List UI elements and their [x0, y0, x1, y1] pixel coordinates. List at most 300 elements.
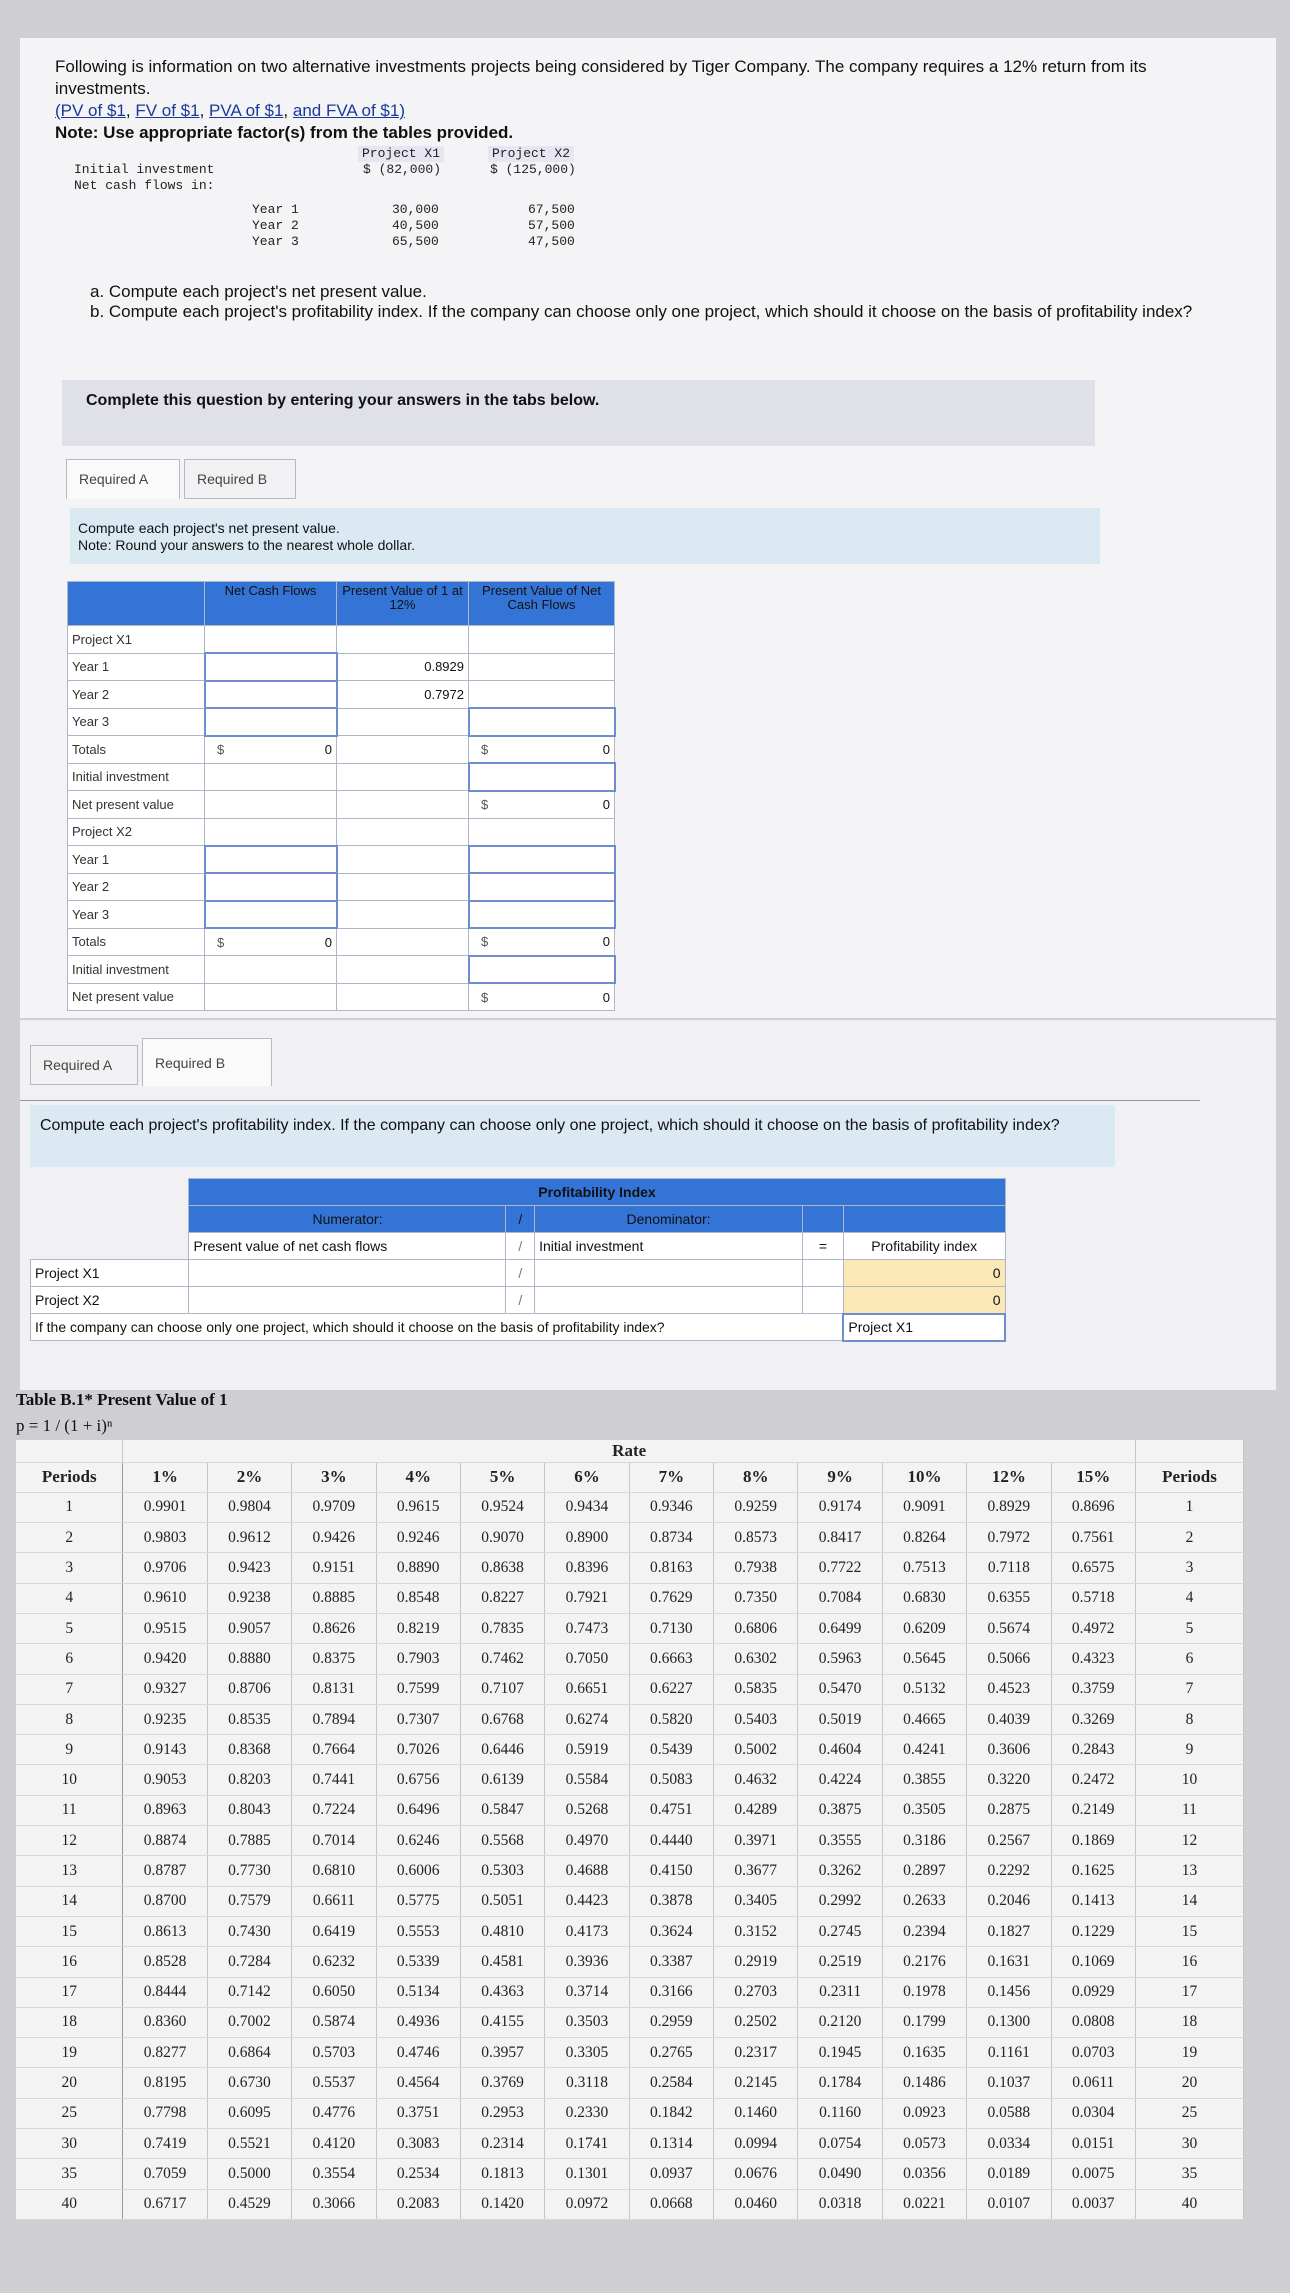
x1-year3-cash-input[interactable]	[205, 708, 337, 736]
profitability-table	[30, 1178, 1006, 1342]
factor-cell: 0.9070	[460, 1523, 544, 1553]
x1-year1-cash-input[interactable]	[205, 653, 337, 681]
table-row	[16, 1826, 1244, 1856]
factor-cell: 0.2519	[798, 1947, 882, 1977]
factor-cell: 0.5268	[545, 1795, 629, 1825]
factor-cell: 0.5051	[460, 1886, 544, 1916]
x2-year2-pvcf-input[interactable]	[469, 873, 615, 901]
factor-cell: 0.7050	[545, 1644, 629, 1674]
year1-label: Year 1	[252, 202, 299, 217]
factor-cell: 0.7284	[207, 1947, 291, 1977]
factor-cell: 0.0075	[1051, 2159, 1135, 2189]
factor-cell: 0.3305	[545, 2038, 629, 2068]
table-row	[68, 928, 615, 956]
denominator-header: Denominator:	[535, 1206, 803, 1233]
dollar-sign: $	[481, 934, 489, 950]
period-cell: 20	[16, 2068, 123, 2098]
factor-cell: 0.6139	[460, 1765, 544, 1795]
factor-cell: 0.4173	[545, 1916, 629, 1946]
factor-cell: 0.5674	[967, 1613, 1051, 1643]
factor-cell: 0.9235	[123, 1704, 207, 1734]
period-cell: 7	[16, 1674, 123, 1704]
factor-cell: 0.3878	[629, 1886, 713, 1916]
factor-cell: 0.7224	[292, 1795, 376, 1825]
factor-cell: 0.6419	[292, 1916, 376, 1946]
period-cell: 13	[16, 1856, 123, 1886]
factor-cell: 0.8417	[798, 1523, 882, 1553]
rate-header: 9%	[798, 1462, 882, 1492]
factor-cell: 0.7921	[545, 1583, 629, 1613]
factor-cell: 0.3751	[376, 2098, 460, 2128]
factor-cell: 0.6611	[292, 1886, 376, 1916]
period-cell: 15	[1135, 1916, 1243, 1946]
factor-cell: 0.9174	[798, 1492, 882, 1522]
factor-cell: 0.9901	[123, 1492, 207, 1522]
table-row	[68, 736, 615, 764]
factor-links: (PV of $1, FV of $1, PVA of $1, and FVA of $1)	[55, 101, 406, 120]
factor-cell: 0.7118	[967, 1553, 1051, 1583]
factor-cell: 0.0356	[882, 2159, 966, 2189]
period-cell: 5	[16, 1613, 123, 1643]
factor-cell: 0.8787	[123, 1856, 207, 1886]
factor-cell: 0.5439	[629, 1735, 713, 1765]
table-row	[16, 2098, 1244, 2128]
factor-cell: 0.1631	[967, 1947, 1051, 1977]
factor-cell: 0.9053	[123, 1765, 207, 1795]
total-value: 0	[324, 742, 332, 757]
table-row	[16, 1492, 1244, 1522]
period-cell: 6	[16, 1644, 123, 1674]
table-row	[16, 1916, 1244, 1946]
factor-cell: 0.2703	[714, 1977, 798, 2007]
factor-cell: 0.3083	[376, 2129, 460, 2159]
req-a-instructions	[70, 508, 1100, 564]
factor-cell: 0.9709	[292, 1492, 376, 1522]
period-cell: 10	[1135, 1765, 1243, 1795]
row-label: Net present value	[68, 791, 205, 819]
factor-cell: 0.8163	[629, 1553, 713, 1583]
x2-investment-input[interactable]	[469, 956, 615, 984]
period-cell: 12	[1135, 1826, 1243, 1856]
factor-cell: 0.7579	[207, 1886, 291, 1916]
factor-cell: 0.0972	[545, 2189, 629, 2219]
factor-cell: 0.7002	[207, 2007, 291, 2037]
period-cell: 4	[16, 1583, 123, 1613]
factor-cell: 0.1827	[967, 1916, 1051, 1946]
factor-cell: 0.5339	[376, 1947, 460, 1977]
factor-cell: 0.7059	[123, 2159, 207, 2189]
req-a-note: Note: Round your answers to the nearest whole dollar.	[78, 537, 415, 553]
factor-cell: 0.4423	[545, 1886, 629, 1916]
period-cell: 17	[1135, 1977, 1243, 2007]
x2-year2-pv-input[interactable]	[337, 873, 469, 901]
rate-header: 15%	[1051, 1462, 1135, 1492]
slash: /	[506, 1260, 535, 1287]
table-row	[68, 901, 615, 929]
factor-cell: 0.8535	[207, 1704, 291, 1734]
x2-year2: 57,500	[528, 218, 575, 233]
factor-cell: 0.6806	[714, 1613, 798, 1643]
factor-cell: 0.2311	[798, 1977, 882, 2007]
factor-cell: 0.3166	[629, 1977, 713, 2007]
factor-cell: 0.0611	[1051, 2068, 1135, 2098]
factor-cell: 0.1978	[882, 1977, 966, 2007]
factor-cell: 0.9804	[207, 1492, 291, 1522]
factor-cell: 0.8929	[967, 1492, 1051, 1522]
denominator-label: Initial investment	[535, 1233, 803, 1260]
factor-cell: 0.1625	[1051, 1856, 1135, 1886]
factor-cell: 0.8264	[882, 1523, 966, 1553]
row-label: Initial investment	[68, 956, 205, 984]
factor-cell: 0.2992	[798, 1886, 882, 1916]
pv-table-title: Table B.1* Present Value of 1	[16, 1390, 228, 1409]
table-row	[68, 873, 615, 901]
factor-cell: 0.7798	[123, 2098, 207, 2128]
factor-cell: 0.8573	[714, 1523, 798, 1553]
factor-cell: 0.4529	[207, 2189, 291, 2219]
dollar-sign: $	[217, 934, 225, 950]
table-row	[68, 653, 615, 681]
factor-cell: 0.2502	[714, 2007, 798, 2037]
periods-header: Periods	[1135, 1462, 1243, 1492]
factor-cell: 0.4363	[460, 1977, 544, 2007]
factor-cell: 0.8706	[207, 1674, 291, 1704]
factor-cell: 0.5835	[714, 1674, 798, 1704]
period-cell: 9	[16, 1735, 123, 1765]
factor-cell: 0.3606	[967, 1735, 1051, 1765]
period-cell: 2	[16, 1523, 123, 1553]
factor-cell: 0.3269	[1051, 1704, 1135, 1734]
factor-cell: 0.2959	[629, 2007, 713, 2037]
factor-cell: 0.3769	[460, 2068, 544, 2098]
factor-cell: 0.0037	[1051, 2189, 1135, 2219]
factor-cell: 0.3066	[292, 2189, 376, 2219]
factor-cell: 0.5537	[292, 2068, 376, 2098]
factor-cell: 0.9423	[207, 1553, 291, 1583]
numerator-header: Numerator:	[189, 1206, 506, 1233]
factor-cell: 0.5847	[460, 1795, 544, 1825]
project-select[interactable]: Project X1	[843, 1314, 1005, 1341]
factor-cell: 0.7107	[460, 1674, 544, 1704]
factor-cell: 0.9434	[545, 1492, 629, 1522]
slash: /	[506, 1233, 535, 1260]
x2-npv	[469, 983, 615, 1011]
factor-cell: 0.3971	[714, 1826, 798, 1856]
factor-cell: 0.7419	[123, 2129, 207, 2159]
factor-cell: 0.0460	[714, 2189, 798, 2219]
period-cell: 10	[16, 1765, 123, 1795]
factor-cell: 0.8277	[123, 2038, 207, 2068]
pi-label: Profitability index	[843, 1233, 1005, 1260]
period-cell: 15	[16, 1916, 123, 1946]
factor-cell: 0.7462	[460, 1644, 544, 1674]
rate-header: 7%	[629, 1462, 713, 1492]
factor-cell: 0.9615	[376, 1492, 460, 1522]
divider	[20, 1100, 1200, 1101]
x1-numerator-input[interactable]	[189, 1260, 506, 1287]
investment-x2: $ (125,000)	[490, 162, 576, 177]
x2-pi-value: 0	[843, 1287, 1005, 1314]
x2-year3-pvcf-input[interactable]	[469, 901, 615, 929]
factor-cell: 0.7903	[376, 1644, 460, 1674]
factor-cell: 0.3855	[882, 1765, 966, 1795]
factor-cell: 0.9706	[123, 1553, 207, 1583]
row-label: Totals	[68, 928, 205, 956]
factor-cell: 0.2765	[629, 2038, 713, 2068]
factor-cell: 0.3714	[545, 1977, 629, 2007]
factor-cell: 0.5403	[714, 1704, 798, 1734]
factor-cell: 0.1037	[967, 2068, 1051, 2098]
pva-link[interactable]: PVA of $1	[209, 101, 284, 120]
x2-year3-pv-input[interactable]	[337, 901, 469, 929]
x1-investment-input[interactable]	[469, 763, 615, 791]
table-row	[16, 2129, 1244, 2159]
factor-cell: 0.2145	[714, 2068, 798, 2098]
choice-question: If the company can choose only one project, which should it choose on the basis of profitability index?	[31, 1314, 844, 1341]
x1-denominator-input[interactable]	[535, 1260, 803, 1287]
factor-cell: 0.4150	[629, 1856, 713, 1886]
x2-year2-cash-input[interactable]	[205, 873, 337, 901]
x1-year1: 30,000	[392, 202, 439, 217]
factor-cell: 0.6496	[376, 1795, 460, 1825]
col-pv-cash-flows: Present Value of Net Cash Flows	[469, 582, 615, 626]
factor-cell: 0.3505	[882, 1795, 966, 1825]
investment-x1: $ (82,000)	[363, 162, 442, 177]
factor-cell: 0.4323	[1051, 1644, 1135, 1674]
factor-cell: 0.3118	[545, 2068, 629, 2098]
rate-header: 6%	[545, 1462, 629, 1492]
x1-year3-pvcf-input[interactable]	[469, 708, 615, 736]
factor-cell: 0.8890	[376, 1553, 460, 1583]
x1-year3-pv-input[interactable]	[337, 708, 469, 736]
table-row	[16, 1765, 1244, 1795]
factor-cell: 0.4776	[292, 2098, 376, 2128]
x1-npv	[469, 791, 615, 819]
x2-year1-cash-input[interactable]	[205, 846, 337, 874]
period-cell: 18	[1135, 2007, 1243, 2037]
row-label: Year 2	[68, 681, 205, 709]
factor-cell: 0.7722	[798, 1553, 882, 1583]
x2-denominator-input[interactable]	[535, 1287, 803, 1314]
factor-cell: 0.6095	[207, 2098, 291, 2128]
factor-cell: 0.9426	[292, 1523, 376, 1553]
pv-factor-year1: 0.8929	[337, 653, 469, 681]
factor-cell: 0.4665	[882, 1704, 966, 1734]
factor-cell: 0.1300	[967, 2007, 1051, 2037]
factor-cell: 0.1813	[460, 2159, 544, 2189]
x2-year1-pvcf-input[interactable]	[469, 846, 615, 874]
table-row	[16, 1795, 1244, 1825]
factor-cell: 0.8626	[292, 1613, 376, 1643]
period-cell: 2	[1135, 1523, 1243, 1553]
factor-cell: 0.4440	[629, 1826, 713, 1856]
factor-cell: 0.0588	[967, 2098, 1051, 2128]
fva-link[interactable]: and FVA of $1)	[292, 101, 406, 120]
factor-cell: 0.8900	[545, 1523, 629, 1553]
factor-cell: 0.5703	[292, 2038, 376, 2068]
factor-cell: 0.1420	[460, 2189, 544, 2219]
row-label: Year 1	[68, 653, 205, 681]
factor-cell: 0.1869	[1051, 1826, 1135, 1856]
period-cell: 3	[16, 1553, 123, 1583]
factor-cell: 0.8734	[629, 1523, 713, 1553]
fv-link[interactable]: FV of $1	[135, 101, 200, 120]
factor-cell: 0.6246	[376, 1826, 460, 1856]
factor-cell: 0.0189	[967, 2159, 1051, 2189]
factor-cell: 0.7014	[292, 1826, 376, 1856]
period-cell: 20	[1135, 2068, 1243, 2098]
factor-cell: 0.5553	[376, 1916, 460, 1946]
factor-cell: 0.7972	[967, 1523, 1051, 1553]
factor-cell: 0.1460	[714, 2098, 798, 2128]
factor-cell: 0.1456	[967, 1977, 1051, 2007]
x2-year3-cash-input[interactable]	[205, 901, 337, 929]
tab-required-b-2[interactable]: Required B	[142, 1038, 272, 1086]
factor-cell: 0.7885	[207, 1826, 291, 1856]
factor-cell: 0.8203	[207, 1765, 291, 1795]
intro-text	[55, 56, 1215, 144]
period-cell: 13	[1135, 1856, 1243, 1886]
rate-header: 12%	[967, 1462, 1051, 1492]
factor-cell: 0.5019	[798, 1704, 882, 1734]
factor-cell: 0.2317	[714, 2038, 798, 2068]
factor-cell: 0.0318	[798, 2189, 882, 2219]
pi-header	[843, 1206, 1005, 1233]
factor-cell: 0.2953	[460, 2098, 544, 2128]
factor-cell: 0.3759	[1051, 1674, 1135, 1704]
factor-cell: 0.0994	[714, 2129, 798, 2159]
pv-link[interactable]: (PV of $1	[55, 101, 126, 120]
table-row	[68, 818, 615, 846]
period-cell: 5	[1135, 1613, 1243, 1643]
factor-cell: 0.8227	[460, 1583, 544, 1613]
question-a: a. Compute each project's net present value.	[90, 282, 427, 301]
factor-cell: 0.5134	[376, 1977, 460, 2007]
x2-total-pv	[469, 928, 615, 956]
factor-cell: 0.1741	[545, 2129, 629, 2159]
factor-cell: 0.0107	[967, 2189, 1051, 2219]
factor-cell: 0.7664	[292, 1735, 376, 1765]
factor-cell: 0.0573	[882, 2129, 966, 2159]
x2-total-cash	[205, 928, 337, 956]
factor-cell: 0.1784	[798, 2068, 882, 2098]
factor-cell: 0.2046	[967, 1886, 1051, 1916]
factor-cell: 0.2176	[882, 1947, 966, 1977]
year2-label: Year 2	[252, 218, 299, 233]
factor-cell: 0.8638	[460, 1553, 544, 1583]
tab-required-a[interactable]: Required A	[66, 459, 180, 499]
factor-cell: 0.2292	[967, 1856, 1051, 1886]
x2-numerator-input[interactable]	[189, 1287, 506, 1314]
factor-cell: 0.2897	[882, 1856, 966, 1886]
row-label: Project X2	[68, 818, 205, 846]
factor-cell: 0.5521	[207, 2129, 291, 2159]
table-row	[68, 983, 615, 1011]
x2-year1-pv-input[interactable]	[337, 846, 469, 874]
period-cell: 35	[1135, 2159, 1243, 2189]
factor-cell: 0.8885	[292, 1583, 376, 1613]
factor-cell: 0.0703	[1051, 2038, 1135, 2068]
factor-cell: 0.4810	[460, 1916, 544, 1946]
period-cell: 11	[1135, 1795, 1243, 1825]
period-cell: 16	[16, 1947, 123, 1977]
factor-cell: 0.5066	[967, 1644, 1051, 1674]
factor-cell: 0.9524	[460, 1492, 544, 1522]
year3-label: Year 3	[252, 234, 299, 249]
factor-cell: 0.5132	[882, 1674, 966, 1704]
tab-required-a-2[interactable]: Required A	[30, 1045, 138, 1085]
factor-cell: 0.1413	[1051, 1886, 1135, 1916]
period-cell: 1	[16, 1492, 123, 1522]
factor-cell: 0.6006	[376, 1856, 460, 1886]
period-cell: 25	[16, 2098, 123, 2128]
period-cell: 14	[1135, 1886, 1243, 1916]
pi-title: Profitability Index	[189, 1179, 1005, 1206]
factor-cell: 0.2330	[545, 2098, 629, 2128]
dollar-sign: $	[481, 797, 489, 812]
period-cell: 4	[1135, 1583, 1243, 1613]
investment-label: Initial investment	[74, 162, 215, 177]
factor-cell: 0.7473	[545, 1613, 629, 1643]
table-row	[68, 846, 615, 874]
factor-cell: 0.4604	[798, 1735, 882, 1765]
question-b: b. Compute each project's profitability index. If the company can choose only one project, which should it choose on the basis of profitability index?	[90, 302, 1193, 321]
factor-cell: 0.4155	[460, 2007, 544, 2037]
factor-cell: 0.2083	[376, 2189, 460, 2219]
factor-cell: 0.7430	[207, 1916, 291, 1946]
col-net-cash-flows: Net Cash Flows	[205, 582, 337, 626]
table-row	[16, 1704, 1244, 1734]
x2-year1: 67,500	[528, 202, 575, 217]
factor-cell: 0.0923	[882, 2098, 966, 2128]
factor-cell: 0.4632	[714, 1765, 798, 1795]
tab-required-b[interactable]: Required B	[184, 459, 296, 499]
x1-year2-cash-input[interactable]	[205, 681, 337, 709]
row-label: Year 1	[68, 846, 205, 874]
rate-header: 10%	[882, 1462, 966, 1492]
table-row	[16, 1553, 1244, 1583]
table-row	[16, 2038, 1244, 2068]
factor-cell: 0.3152	[714, 1916, 798, 1946]
period-cell: 30	[1135, 2129, 1243, 2159]
factor-cell: 0.8548	[376, 1583, 460, 1613]
factor-cell: 0.9246	[376, 1523, 460, 1553]
table-row	[16, 1856, 1244, 1886]
table-row	[68, 626, 615, 654]
table-row	[16, 1583, 1244, 1613]
factor-cell: 0.3936	[545, 1947, 629, 1977]
period-cell: 6	[1135, 1644, 1243, 1674]
rate-label: Rate	[123, 1440, 1136, 1462]
factor-cell: 0.0304	[1051, 2098, 1135, 2128]
factor-cell: 0.0754	[798, 2129, 882, 2159]
factor-cell: 0.8219	[376, 1613, 460, 1643]
eq-header	[803, 1206, 844, 1233]
period-cell: 16	[1135, 1947, 1243, 1977]
factor-cell: 0.6227	[629, 1674, 713, 1704]
factor-cell: 0.1945	[798, 2038, 882, 2068]
table-row	[16, 2189, 1244, 2219]
rate-header: 4%	[376, 1462, 460, 1492]
factor-cell: 0.4120	[292, 2129, 376, 2159]
factor-cell: 0.4523	[967, 1674, 1051, 1704]
table-row	[68, 681, 615, 709]
factor-cell: 0.4751	[629, 1795, 713, 1825]
factor-cell: 0.8043	[207, 1795, 291, 1825]
factor-cell: 0.6446	[460, 1735, 544, 1765]
period-cell: 14	[16, 1886, 123, 1916]
factor-cell: 0.5718	[1051, 1583, 1135, 1613]
